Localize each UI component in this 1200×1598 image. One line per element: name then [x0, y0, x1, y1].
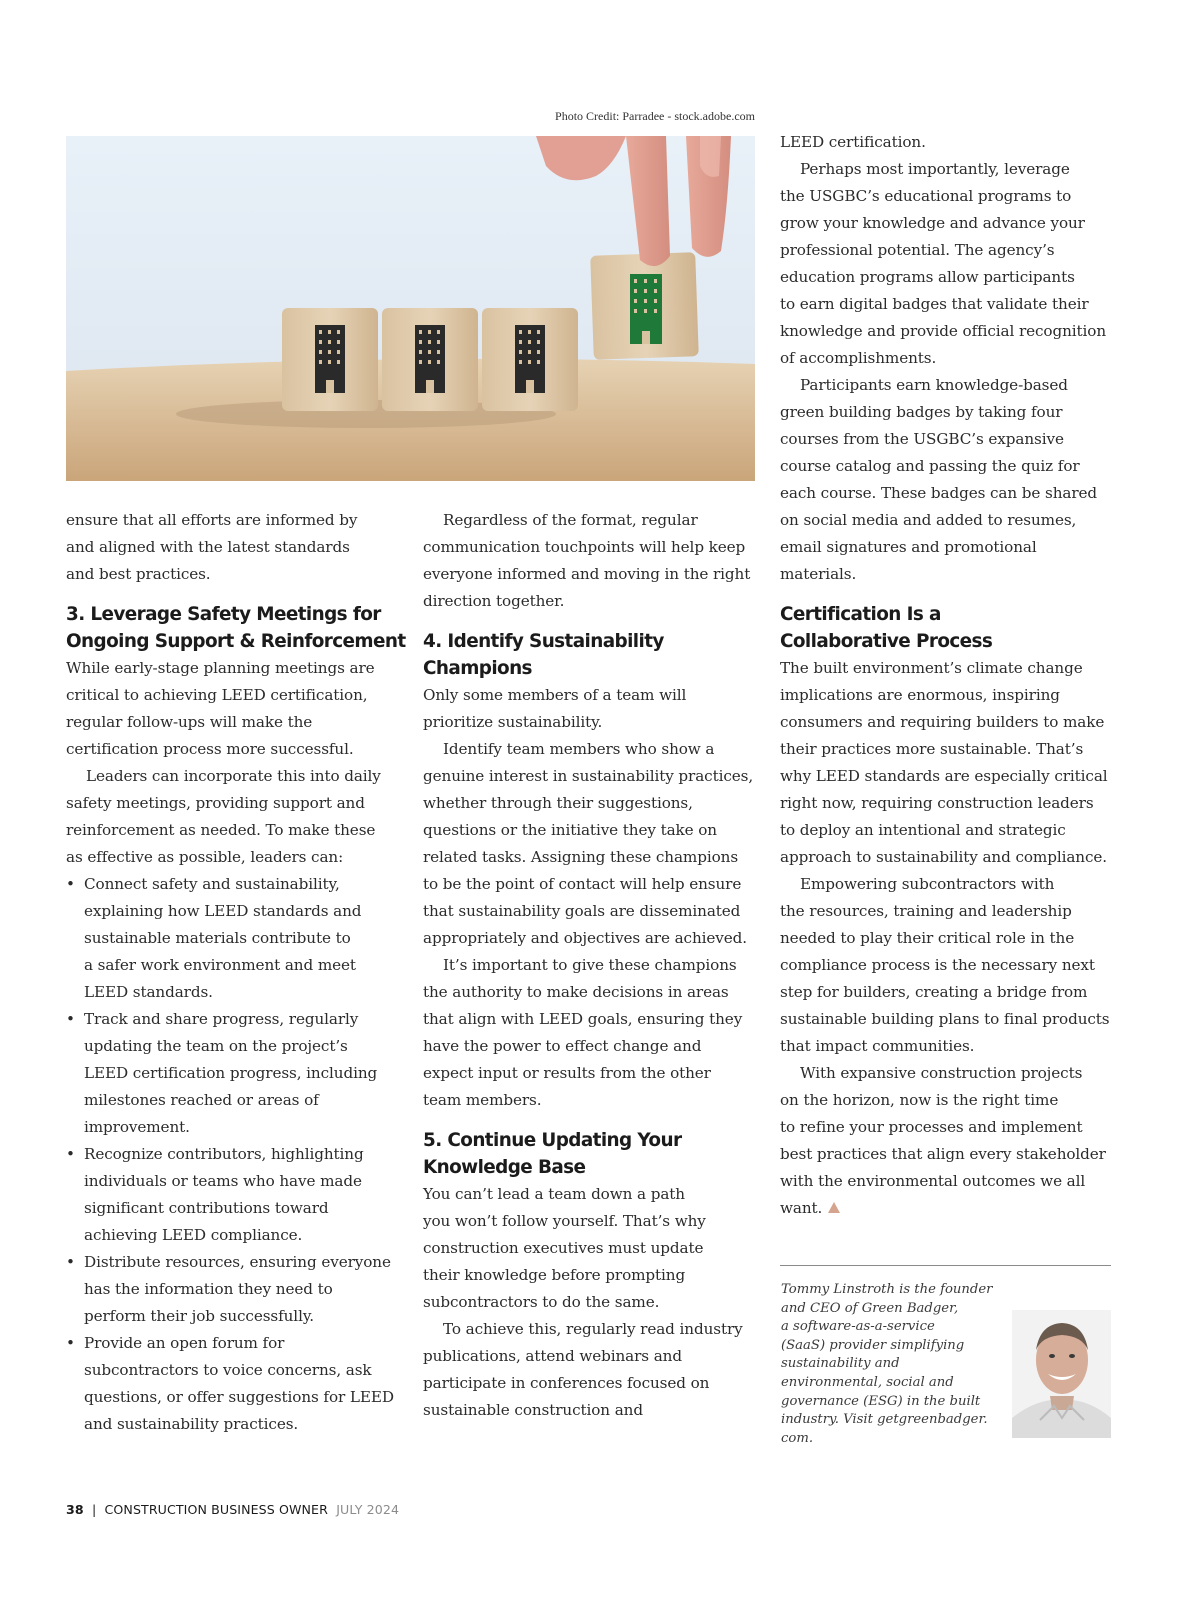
- col3-paragraph-3: The built environment’s climate change implications are enormous, inspiring consumers and requiring builders to make their practices more sustainable. That’s why LEED standards are especially critical right now, requiring construction leaders to deploy an intentional and strategic approach to sustainability and compliance.: [780, 659, 1108, 866]
- photo-credit: Photo Credit: Parradee - stock.adobe.com: [555, 109, 755, 123]
- col1-paragraph-2: Leaders can incorporate this into daily safety meetings, providing support and reinforcement as needed. To make these as effective as possible, leaders can:: [66, 767, 381, 866]
- list-item: • Connect safety and sustainability, explaining how LEED standards and sustainable materials contribute to a safer work environment and meet LEED standards.: [66, 875, 362, 1001]
- col2-paragraph-1: Regardless of the format, regular communication touchpoints will help keep everyone informed and moving in the right direction together.: [423, 511, 751, 610]
- col3-paragraph-0: LEED certification.: [780, 133, 926, 151]
- col3-paragraph-4: Empowering subcontractors with the resources, training and leadership needed to play their critical role in the compliance process is the necessary next step for builders, creating a bridge from sustainable building plans to final products that impact communities.: [780, 875, 1110, 1055]
- col2-paragraph-4: It’s important to give these champions the authority to make decisions in areas that align with LEED goals, ensuring they have the power to effect change and expect input or results from the other team members.: [423, 956, 743, 1109]
- col2-paragraph-5: You can’t lead a team down a path you won’t follow yourself. That’s why construction executives must update their knowledge before prompting subcontractors to do the same.: [423, 1185, 706, 1311]
- col1-intro: ensure that all efforts are informed by and aligned with the latest standards and best practices.: [66, 511, 358, 583]
- list-item: • Distribute resources, ensuring everyone has the information they need to perform their job successfully.: [66, 1253, 391, 1325]
- list-item: • Track and share progress, regularly updating the team on the project’s LEED certification progress, including milestones reached or areas of improvement.: [66, 1010, 378, 1136]
- list-item: • Recognize contributors, highlighting individuals or teams who have made significant contributions toward achieving LEED compliance.: [66, 1145, 364, 1244]
- end-of-article-triangle-icon: [828, 1202, 840, 1213]
- list-item: • Provide an open forum for subcontractors to voice concerns, ask questions, or offer suggestions for LEED and sustainability practices.: [66, 1334, 394, 1433]
- page-footer: [66, 1502, 399, 1517]
- section-5-heading: 5. Continue Updating Your Knowledge Base: [423, 1130, 682, 1178]
- leader-actions-list: [66, 871, 406, 1438]
- col2-paragraph-6: To achieve this, regularly read industry publications, attend webinars and participate in conferences focused on sustainable construction and: [423, 1320, 743, 1419]
- column-2: [423, 507, 763, 1424]
- column-1: [66, 507, 406, 1438]
- author-headshot: [1012, 1310, 1111, 1438]
- col3-paragraph-2: Participants earn knowledge-based green building badges by taking four courses from the USGBC’s expansive course catalog and passing the quiz for each course. These badges can be shared on social media and added to resumes, email signatures and promotional materials.: [780, 376, 1098, 583]
- bio-divider: [780, 1265, 1111, 1266]
- section-4-heading: 4. Identify Sustainability Champions: [423, 631, 664, 679]
- author-bio: Tommy Linstroth is the founder and CEO of Green Badger, a software-as-a-service (SaaS) provider simplifying sustainability and environmental, social and governance (ESG) in the built industry. Visit getgreenbadger. com.: [781, 1282, 993, 1446]
- footer-separator: |: [91, 1502, 97, 1517]
- page-number: 38: [66, 1502, 84, 1517]
- article-photo: [66, 136, 755, 481]
- column-3: [780, 129, 1114, 1222]
- publication-name: CONSTRUCTION BUSINESS OWNER: [104, 1502, 328, 1517]
- certification-heading: Certification Is a Collaborative Process: [780, 604, 993, 652]
- col1-paragraph-1: While early-stage planning meetings are critical to achieving LEED certification, regular follow-ups will make the certification process more successful.: [66, 659, 375, 758]
- col3-paragraph-1: Perhaps most importantly, leverage the USGBC’s educational programs to grow your knowledge and advance your professional potential. The agency’s education programs allow participants to earn digital badges that validate their knowledge and provide official recognition of accomplishments.: [780, 160, 1107, 367]
- col3-paragraph-5: With expansive construction projects on the horizon, now is the right time to refine your processes and implement best practices that align every stakeholder with the environmental outcomes we all want.: [780, 1064, 1106, 1217]
- col2-paragraph-3: Identify team members who show a genuine interest in sustainability practices, whether through their suggestions, questions or the initiative they take on related tasks. Assigning these champions to be the point of contact will help ensure that sustainability goals are disseminated appropriately and objectives are achieved.: [423, 740, 754, 947]
- issue-date: JULY 2024: [336, 1502, 400, 1517]
- col2-paragraph-2: Only some members of a team will prioritize sustainability.: [423, 686, 687, 731]
- section-3-heading: 3. Leverage Safety Meetings for Ongoing Support & Reinforcement: [66, 604, 406, 652]
